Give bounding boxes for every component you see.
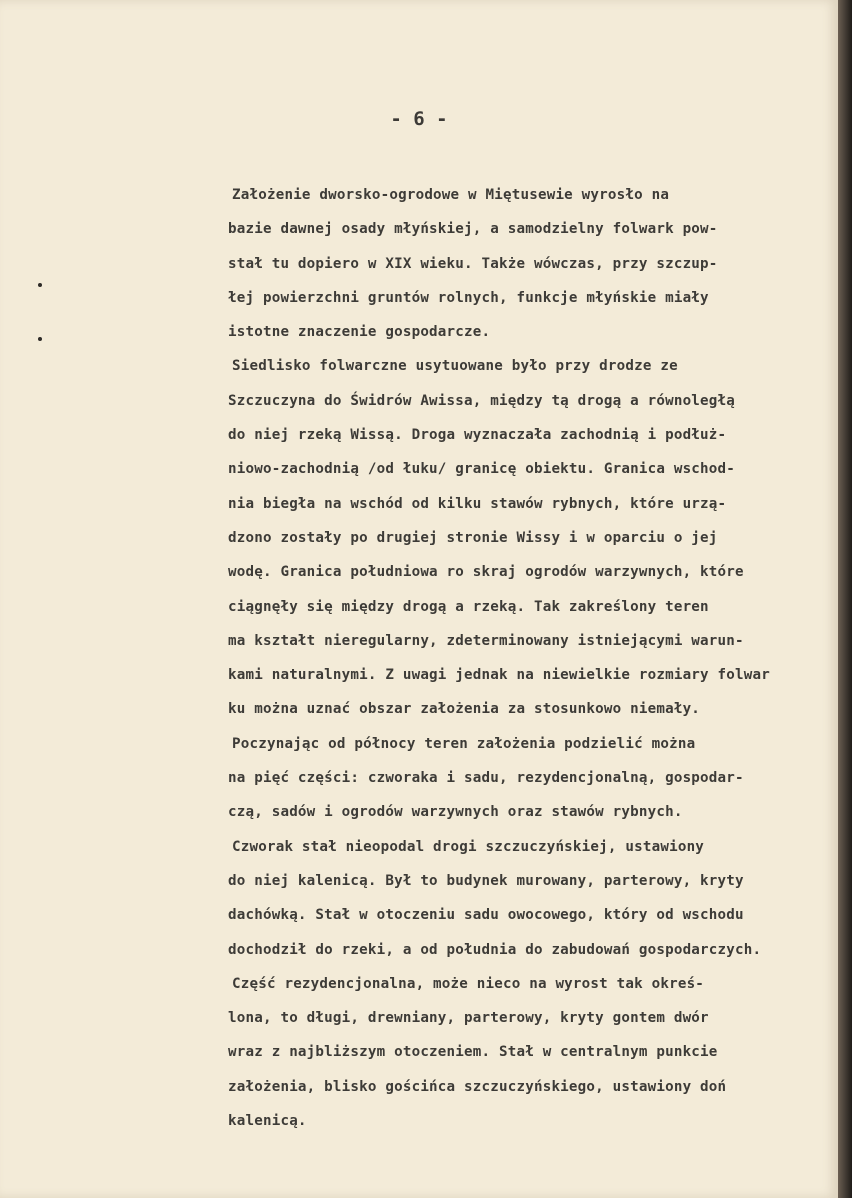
text-line: założenia, blisko gościńca szczuczyńskiego, ustawiony doń: [228, 1078, 727, 1095]
text-line: niowo-zachodnią /od łuku/ granicę obiektu. Granica wschod-: [228, 461, 736, 478]
text-line: ku można uznać obszar założenia za stosunkowo niemały.: [228, 701, 701, 718]
margin-dot: [38, 337, 42, 341]
text-line: ciągnęły się między drogą a rzeką. Tak zakreślony teren: [228, 598, 709, 615]
text-line: Czworak stał nieopodal drogi szczuczyńskiej, ustawiony: [232, 838, 705, 855]
text-line: dzono zostały po drugiej stronie Wissy i w oparciu o jej: [228, 529, 718, 546]
text-line: dochodził do rzeki, a od południa do zabudowań gospodarczych.: [228, 941, 762, 958]
text-line: czą, sadów i ogrodów warzywnych oraz stawów rybnych.: [228, 804, 683, 821]
text-line: Siedlisko folwarczne usytuowane było przy drodze ze: [232, 358, 678, 375]
text-line: stał tu dopiero w XIX wieku. Także wówczas, przy szczup-: [228, 255, 718, 272]
text-line: do niej rzeką Wissą. Droga wyznaczała zachodnią i podłuż-: [228, 427, 727, 444]
text-line: Poczynając od północy teren założenia podzielić można: [232, 735, 696, 752]
text-line: kami naturalnymi. Z uwagi jednak na niewielkie rozmiary folwar: [228, 667, 770, 684]
text-line: ma kształt nieregularny, zdeterminowany istniejącymi warun-: [228, 632, 744, 649]
text-line: wraz z najbliższym otoczeniem. Stał w centralnym punkcie: [228, 1044, 718, 1061]
text-line: istotne znaczenie gospodarcze.: [228, 324, 491, 341]
text-line: na pięć części: czworaka i sadu, rezydencjonalną, gospodar-: [228, 770, 744, 787]
text-line: Założenie dworsko-ogrodowe w Miętusewie wyrosło na: [232, 187, 670, 203]
margin-dot: [38, 283, 42, 287]
text-line: lona, to długi, drewniany, parterowy, kryty gontem dwór: [228, 1010, 709, 1027]
body-text: [228, 178, 816, 1138]
text-line: łej powierzchni gruntów rolnych, funkcje młyńskie miały: [228, 289, 709, 306]
text-line: nia biegła na wschód od kilku stawów rybnych, które urzą-: [228, 495, 727, 512]
text-line: do niej kalenicą. Był to budynek murowany, parterowy, kryty: [228, 872, 744, 889]
text-line: Część rezydencjonalna, może nieco na wyrost tak okreś-: [232, 975, 705, 992]
text-line: kalenicą.: [228, 1113, 307, 1130]
text-line: wodę. Granica południowa ro skraj ogrodów warzywnych, które: [228, 564, 744, 581]
text-line: dachówką. Stał w otoczeniu sadu owocowego, który od wschodu: [228, 907, 744, 924]
page-edge-shadow: [838, 0, 852, 1198]
text-line: bazie dawnej osady młyńskiej, a samodzielny folwark pow-: [228, 221, 718, 238]
text-line: Szczuczyna do Świdrów Awissa, między tą drogą a równoległą: [228, 392, 736, 409]
page-number: - 6 -: [390, 108, 448, 130]
